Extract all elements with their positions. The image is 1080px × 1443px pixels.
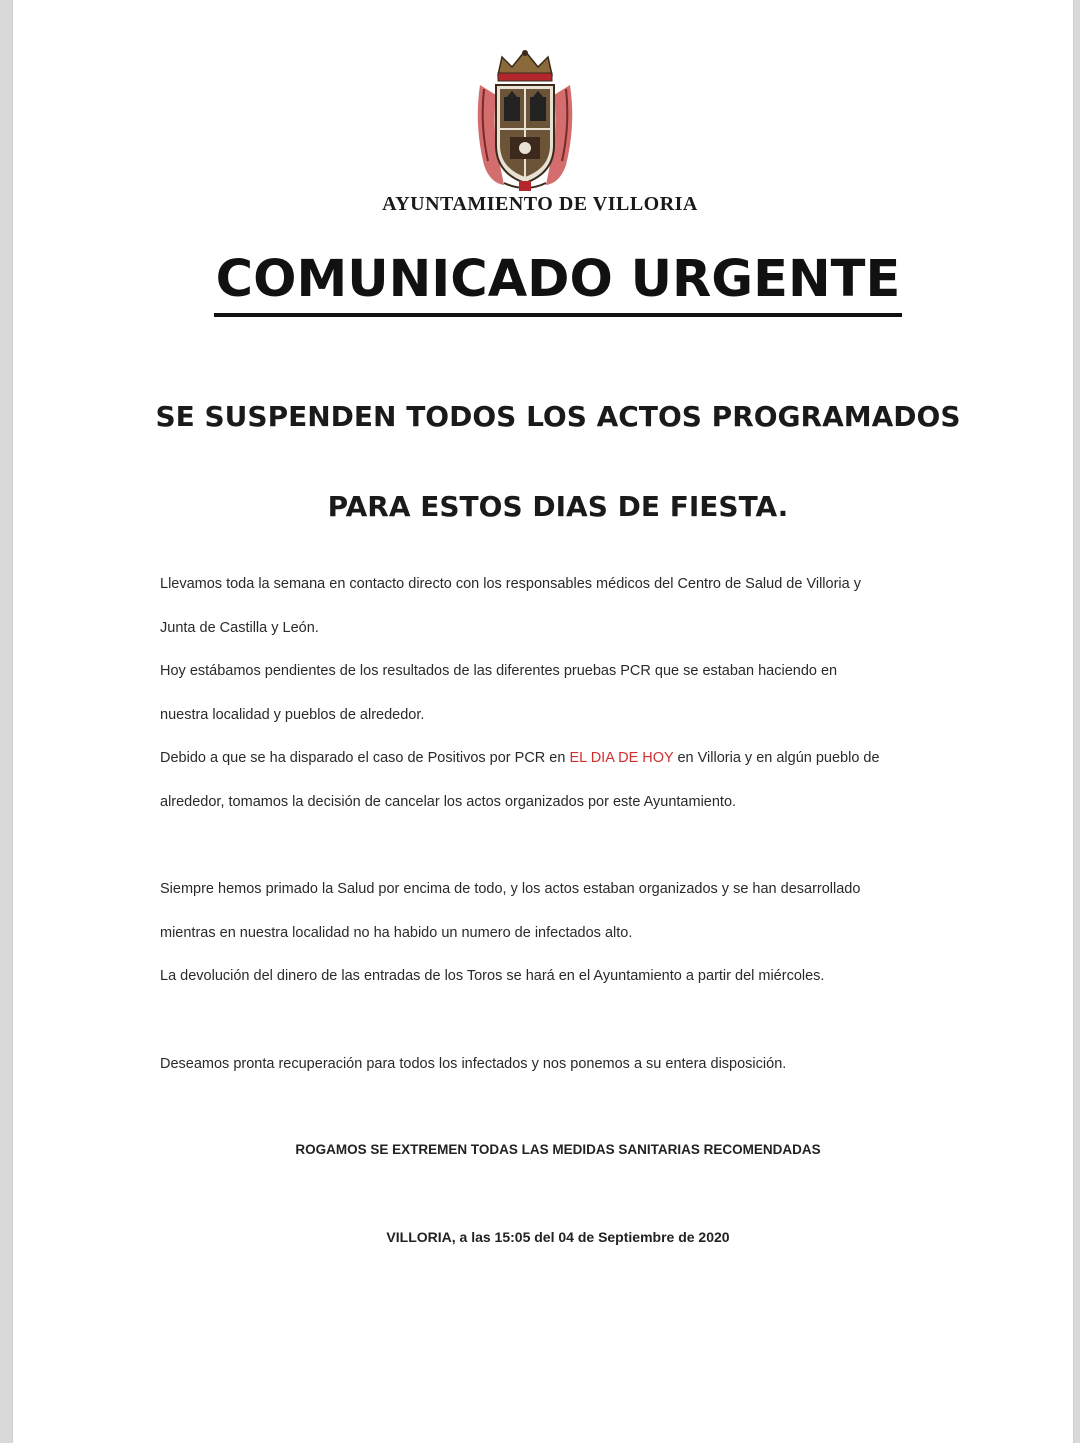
signoff: VILLORIA, a las 15:05 del 04 de Septiembre de 2020 [386, 1229, 730, 1245]
body-line: Junta de Castilla y León. [160, 620, 319, 636]
body-line: La devolución del dinero de las entradas de los Toros se hará en el Ayuntamiento a partir del miércoles. [160, 968, 825, 984]
body-line [160, 750, 880, 766]
body-text: Debido a que se ha disparado el caso de Positivos por PCR en [160, 750, 570, 766]
body-line: Deseamos pronta recuperación para todos los infectados y nos ponemos a su entera disposición. [160, 1056, 787, 1072]
body-line: Hoy estábamos pendientes de los resultados de las diferentes pruebas PCR que se estaban haciendo en [160, 663, 838, 679]
highlight-text: EL DIA DE HOY [569, 750, 674, 766]
body-line: alrededor, tomamos la decisión de cancelar los actos organizados por este Ayuntamiento. [160, 794, 737, 810]
subtitle-line-2: PARA ESTOS DIAS DE FIESTA. [327, 490, 789, 523]
body-line: nuestra localidad y pueblos de alrededor. [160, 707, 425, 723]
coat-of-arms-icon [470, 45, 580, 195]
page-title [0, 250, 1080, 309]
body-text: en Villoria y en algún pueblo de [673, 750, 880, 766]
body-line: Llevamos toda la semana en contacto directo con los responsables médicos del Centro de Salud de Villoria y [160, 576, 861, 592]
body-line: Siempre hemos primado la Salud por encima de todo, y los actos estaban organizados y se han desarrollado [160, 881, 861, 897]
page-title-text: COMUNICADO URGENTE [214, 250, 903, 317]
organization-name: AYUNTAMIENTO DE VILLORIA [382, 193, 698, 215]
subtitle-line-1: SE SUSPENDEN TODOS LOS ACTOS PROGRAMADOS [155, 400, 961, 433]
closing-notice: ROGAMOS SE EXTREMEN TODAS LAS MEDIDAS SANITARIAS RECOMENDADAS [295, 1142, 821, 1157]
body-line: mientras en nuestra localidad no ha habido un numero de infectados alto. [160, 925, 633, 941]
